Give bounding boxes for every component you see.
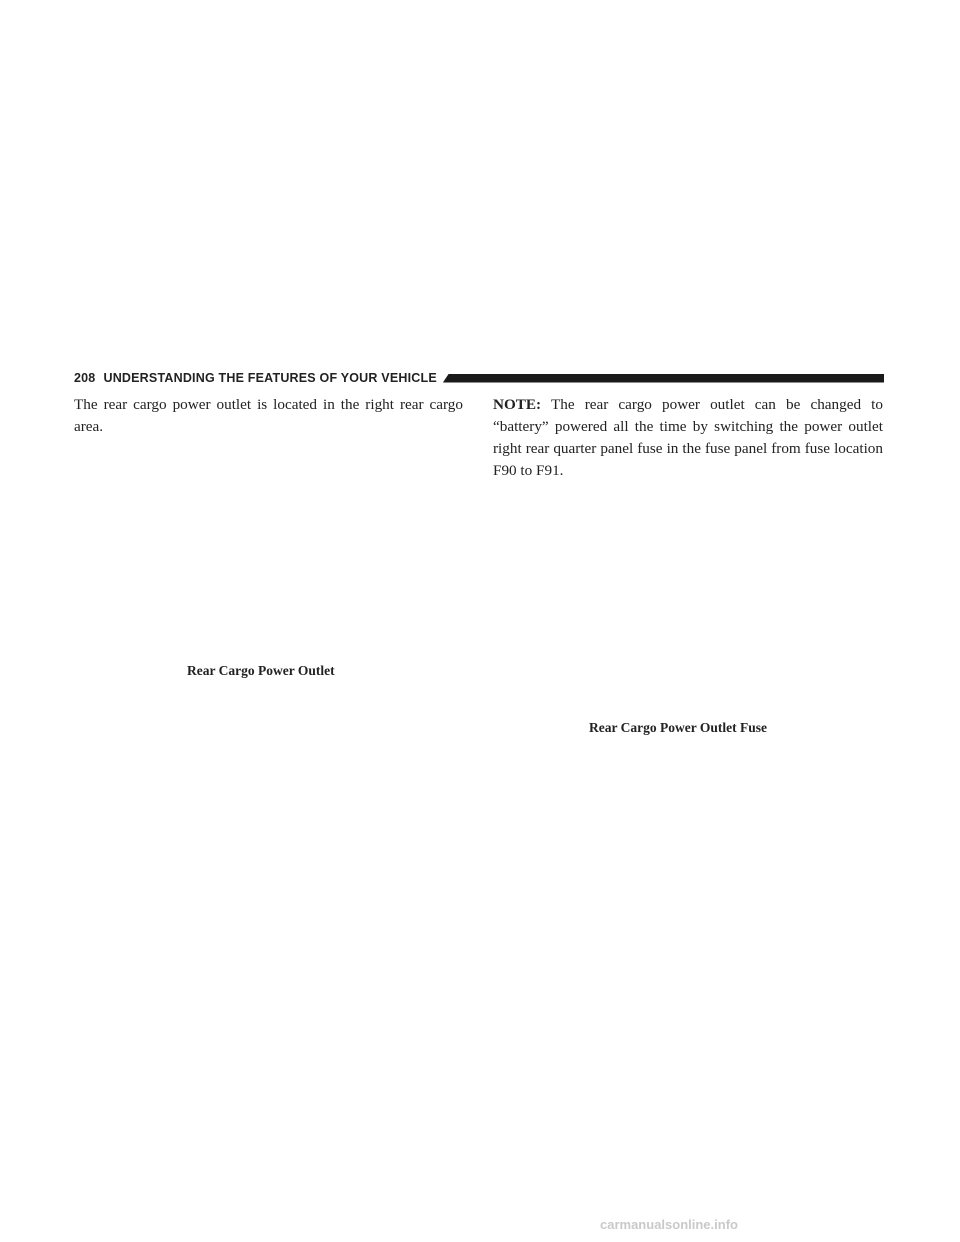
note-label: NOTE: <box>493 396 542 413</box>
right-column <box>493 394 883 482</box>
section-title: UNDERSTANDING THE FEATURES OF YOUR VEHICLE <box>103 371 437 385</box>
note-text: The rear cargo power outlet can be changed to “battery” powered all the time by switching the power outlet right rear quarter panel fuse in the fuse panel from fuse location F90 to F91. <box>493 396 883 479</box>
header-rule <box>443 374 884 383</box>
left-column <box>74 394 463 438</box>
page-header <box>74 370 884 386</box>
power-outlet-caption: Rear Cargo Power Outlet <box>187 663 335 678</box>
watermark: carmanualsonline.info <box>600 1217 738 1232</box>
power-outlet-figure <box>74 490 463 655</box>
note-paragraph <box>493 394 883 482</box>
intro-paragraph: The rear cargo power outlet is located in the right rear cargo area. <box>74 396 463 435</box>
page-number: 208 <box>74 371 96 385</box>
outlet-fuse-caption: Rear Cargo Power Outlet Fuse <box>589 720 767 735</box>
outlet-fuse-figure <box>493 505 883 710</box>
